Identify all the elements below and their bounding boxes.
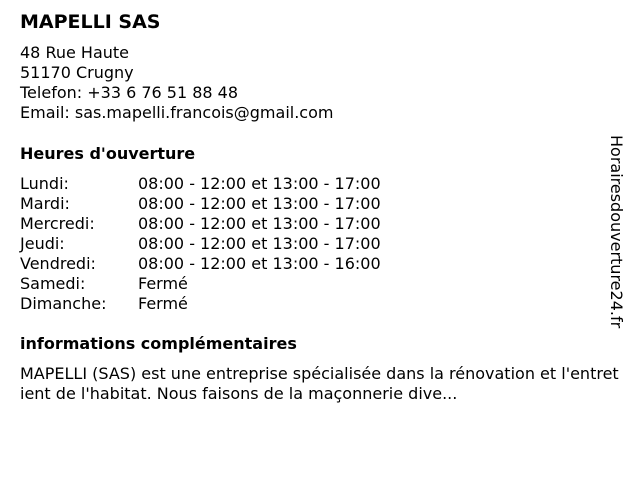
hours-row-tuesday (20, 194, 381, 214)
day-times: Fermé (138, 294, 188, 313)
hours-row-monday (20, 174, 381, 194)
day-label: Vendredi: (20, 254, 96, 273)
site-watermark: Horairesdouverture24.fr (607, 135, 626, 329)
company-phone: Telefon: +33 6 76 51 88 48 (20, 83, 239, 102)
opening-hours-table (20, 174, 381, 314)
day-label: Lundi: (20, 174, 69, 193)
company-email: Email: sas.mapelli.francois@gmail.com (20, 103, 334, 122)
day-times: 08:00 - 12:00 et 13:00 - 17:00 (138, 234, 381, 253)
hours-row-friday (20, 254, 381, 274)
day-label: Mercredi: (20, 214, 95, 233)
day-times: 08:00 - 12:00 et 13:00 - 17:00 (138, 174, 381, 193)
day-label: Samedi: (20, 274, 86, 293)
hours-row-saturday (20, 274, 381, 294)
day-label: Mardi: (20, 194, 70, 213)
company-address (20, 43, 333, 123)
opening-hours-heading: Heures d'ouverture (20, 144, 196, 163)
day-times: 08:00 - 12:00 et 13:00 - 17:00 (138, 214, 381, 233)
hours-row-wednesday (20, 214, 381, 234)
day-times: 08:00 - 12:00 et 13:00 - 16:00 (138, 254, 381, 273)
day-times: Fermé (138, 274, 188, 293)
day-label: Jeudi: (20, 234, 65, 253)
additional-info-text: MAPELLI (SAS) est une entreprise spécialisée dans la rénovation et l'entretient de l'habitat. Nous faisons de la maçonnerie dive... (20, 364, 619, 403)
company-name: MAPELLI SAS (20, 11, 161, 33)
hours-row-thursday (20, 234, 381, 254)
hours-row-sunday (20, 294, 381, 314)
day-label: Dimanche: (20, 294, 107, 313)
day-times: 08:00 - 12:00 et 13:00 - 17:00 (138, 194, 381, 213)
additional-info-heading: informations complémentaires (20, 334, 297, 353)
address-city: 51170 Crugny (20, 63, 134, 82)
address-street: 48 Rue Haute (20, 43, 130, 62)
